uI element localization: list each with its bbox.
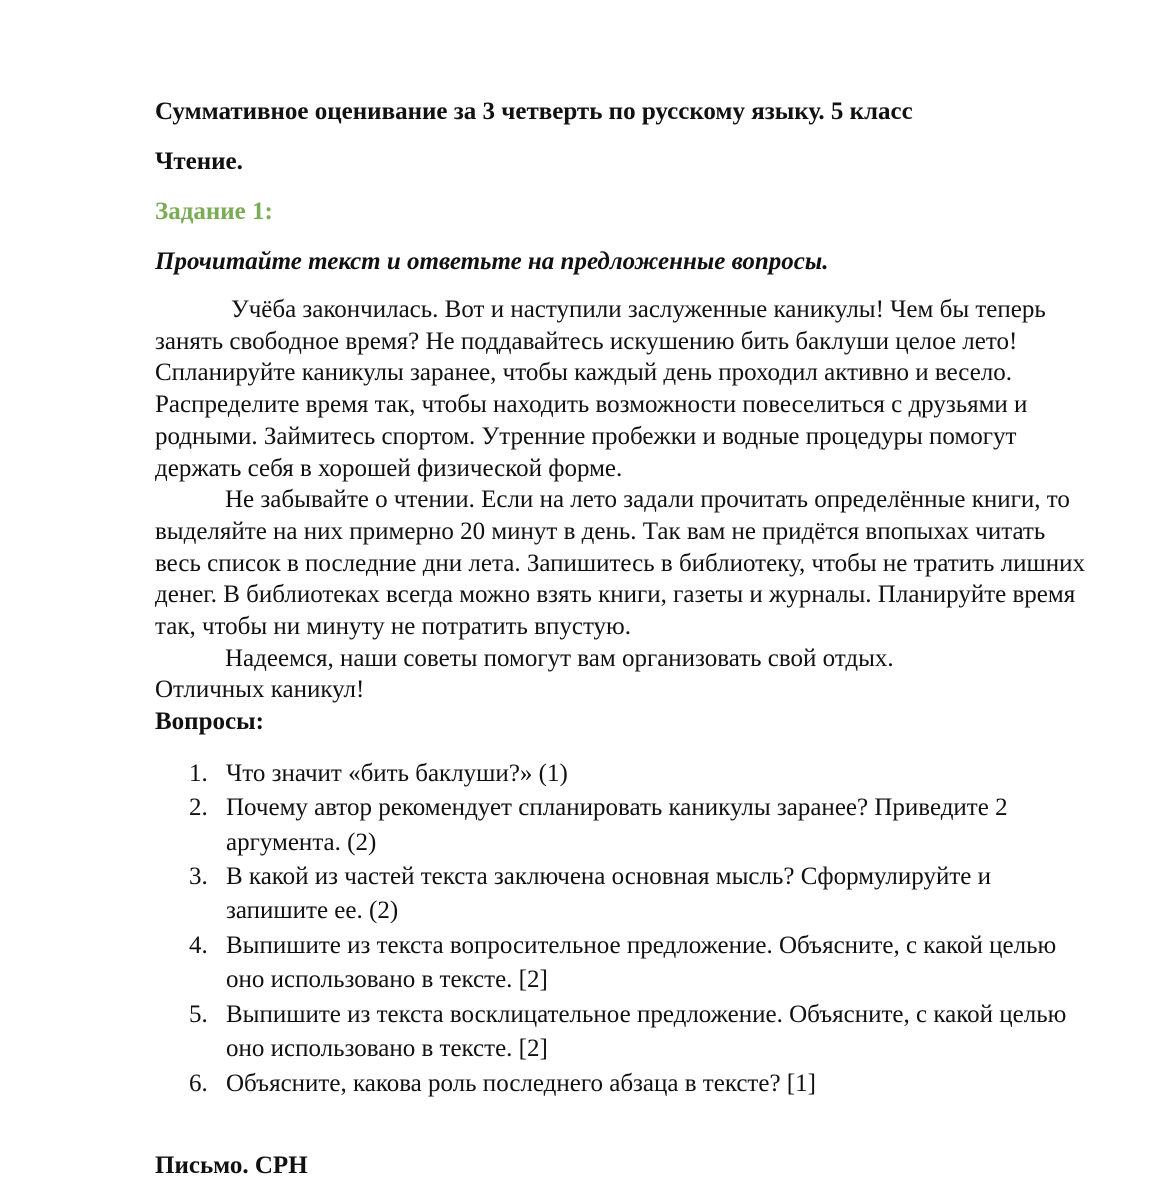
- question-text: Что значит «бить баклуши?» (1): [226, 759, 568, 787]
- next-section-heading-partial: Письмо. СРН: [155, 1152, 308, 1179]
- question-number: 2.: [189, 794, 208, 822]
- question-item: [155, 860, 1090, 929]
- question-text: Выпишите из текста восклицательное предложение. Объясните, с какой целью оно использовано в тексте. [2]: [226, 1000, 1067, 1063]
- task-label: Задание 1:: [155, 198, 273, 225]
- document-page: [155, 96, 1090, 1101]
- section-heading-reading: Чтение.: [155, 148, 243, 175]
- question-item: [155, 929, 1090, 998]
- question-number: 6.: [189, 1069, 208, 1097]
- question-item: [155, 791, 1090, 860]
- question-item: [155, 757, 1090, 791]
- closing-line: Отличных каникул!: [155, 676, 365, 704]
- question-number: 1.: [189, 759, 208, 787]
- text-paragraph-2: Не забывайте о чтении. Если на лето задали прочитать определённые книги, то выделяйте на них примерно 20 минут в день. Так вам не придётся впопыхах читать весь список в последние дни лета. Запишитесь в библиотеку, чтобы не тратить лишних денег. В библиотеках всегда можно взять книги, газеты и журналы. Планируйте время так, чтобы ни минуту не потратить впустую.: [155, 486, 1086, 641]
- question-number: 3.: [189, 863, 208, 891]
- question-item: [155, 998, 1090, 1067]
- question-number: 5.: [189, 1000, 208, 1028]
- question-text: Выпишите из текста вопросительное предложение. Объясните, с какой целью оно использовано в тексте. [2]: [226, 931, 1057, 994]
- questions-heading: Вопросы:: [155, 708, 264, 736]
- question-number: 4.: [189, 931, 208, 959]
- question-text: Объясните, какова роль последнего абзаца в тексте? [1]: [226, 1069, 816, 1097]
- question-text: Почему автор рекомендует спланировать каникулы заранее? Приведите 2 аргумента. (2): [226, 794, 1008, 856]
- task-instruction: Прочитайте текст и ответьте на предложенные вопросы.: [155, 248, 829, 275]
- questions-list: [155, 757, 1090, 1101]
- question-item: [155, 1067, 1090, 1101]
- document-title: Суммативное оценивание за 3 четверть по русскому языку. 5 класс: [155, 98, 913, 125]
- question-text: В какой из частей текста заключена основная мысль? Сформулируйте и запишите ее. (2): [226, 863, 991, 925]
- text-paragraph-1: Учёба закончилась. Вот и наступили заслуженные каникулы! Чем бы теперь занять свободное время? Не поддавайтесь искушению бить баклуши целое лето! Спланируйте каникулы заранее, чтобы каждый день проходил активно и весело. Распределите время так, чтобы находить возможности повеселиться с друзьями и родными. Займитесь спортом. Утренние пробежки и водные процедуры помогут держать себя в хорошей физической форме.: [155, 296, 1046, 482]
- text-paragraph-3: Надеемся, наши советы помогут вам организовать свой отдых.: [225, 644, 894, 672]
